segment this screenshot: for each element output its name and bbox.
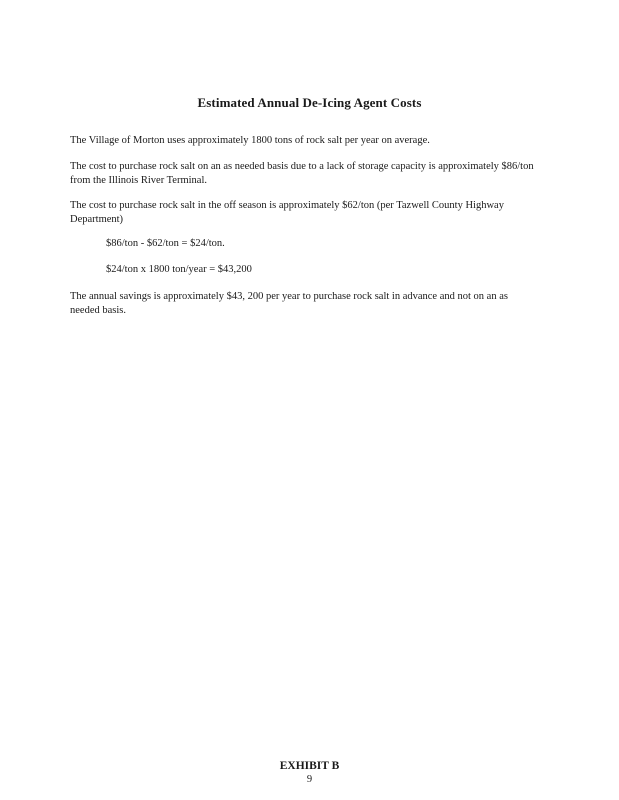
page-number: 9 <box>306 774 313 785</box>
calculation-price-difference: $86/ton - $62/ton = $24/ton. <box>106 238 225 249</box>
paragraph-as-needed-cost: The cost to purchase rock salt on an as needed basis due to a lack of storage capacity is approximately $86/ton from the Illinois River Terminal. <box>70 161 534 186</box>
paragraph-off-season-cost: The cost to purchase rock salt in the off season is approximately $62/ton (per Tazwell County Highway Department) <box>70 200 504 225</box>
page-title: Estimated Annual De-Icing Agent Costs <box>197 95 422 110</box>
exhibit-label: EXHIBIT B <box>279 760 340 772</box>
paragraph-conclusion: The annual savings is approximately $43, 200 per year to purchase rock salt in advance and not on an as needed basis. <box>70 291 508 316</box>
calculation-annual-savings: $24/ton x 1800 ton/year = $43,200 <box>106 264 252 275</box>
paragraph-usage: The Village of Morton uses approximately 1800 tons of rock salt per year on average. <box>70 135 430 146</box>
